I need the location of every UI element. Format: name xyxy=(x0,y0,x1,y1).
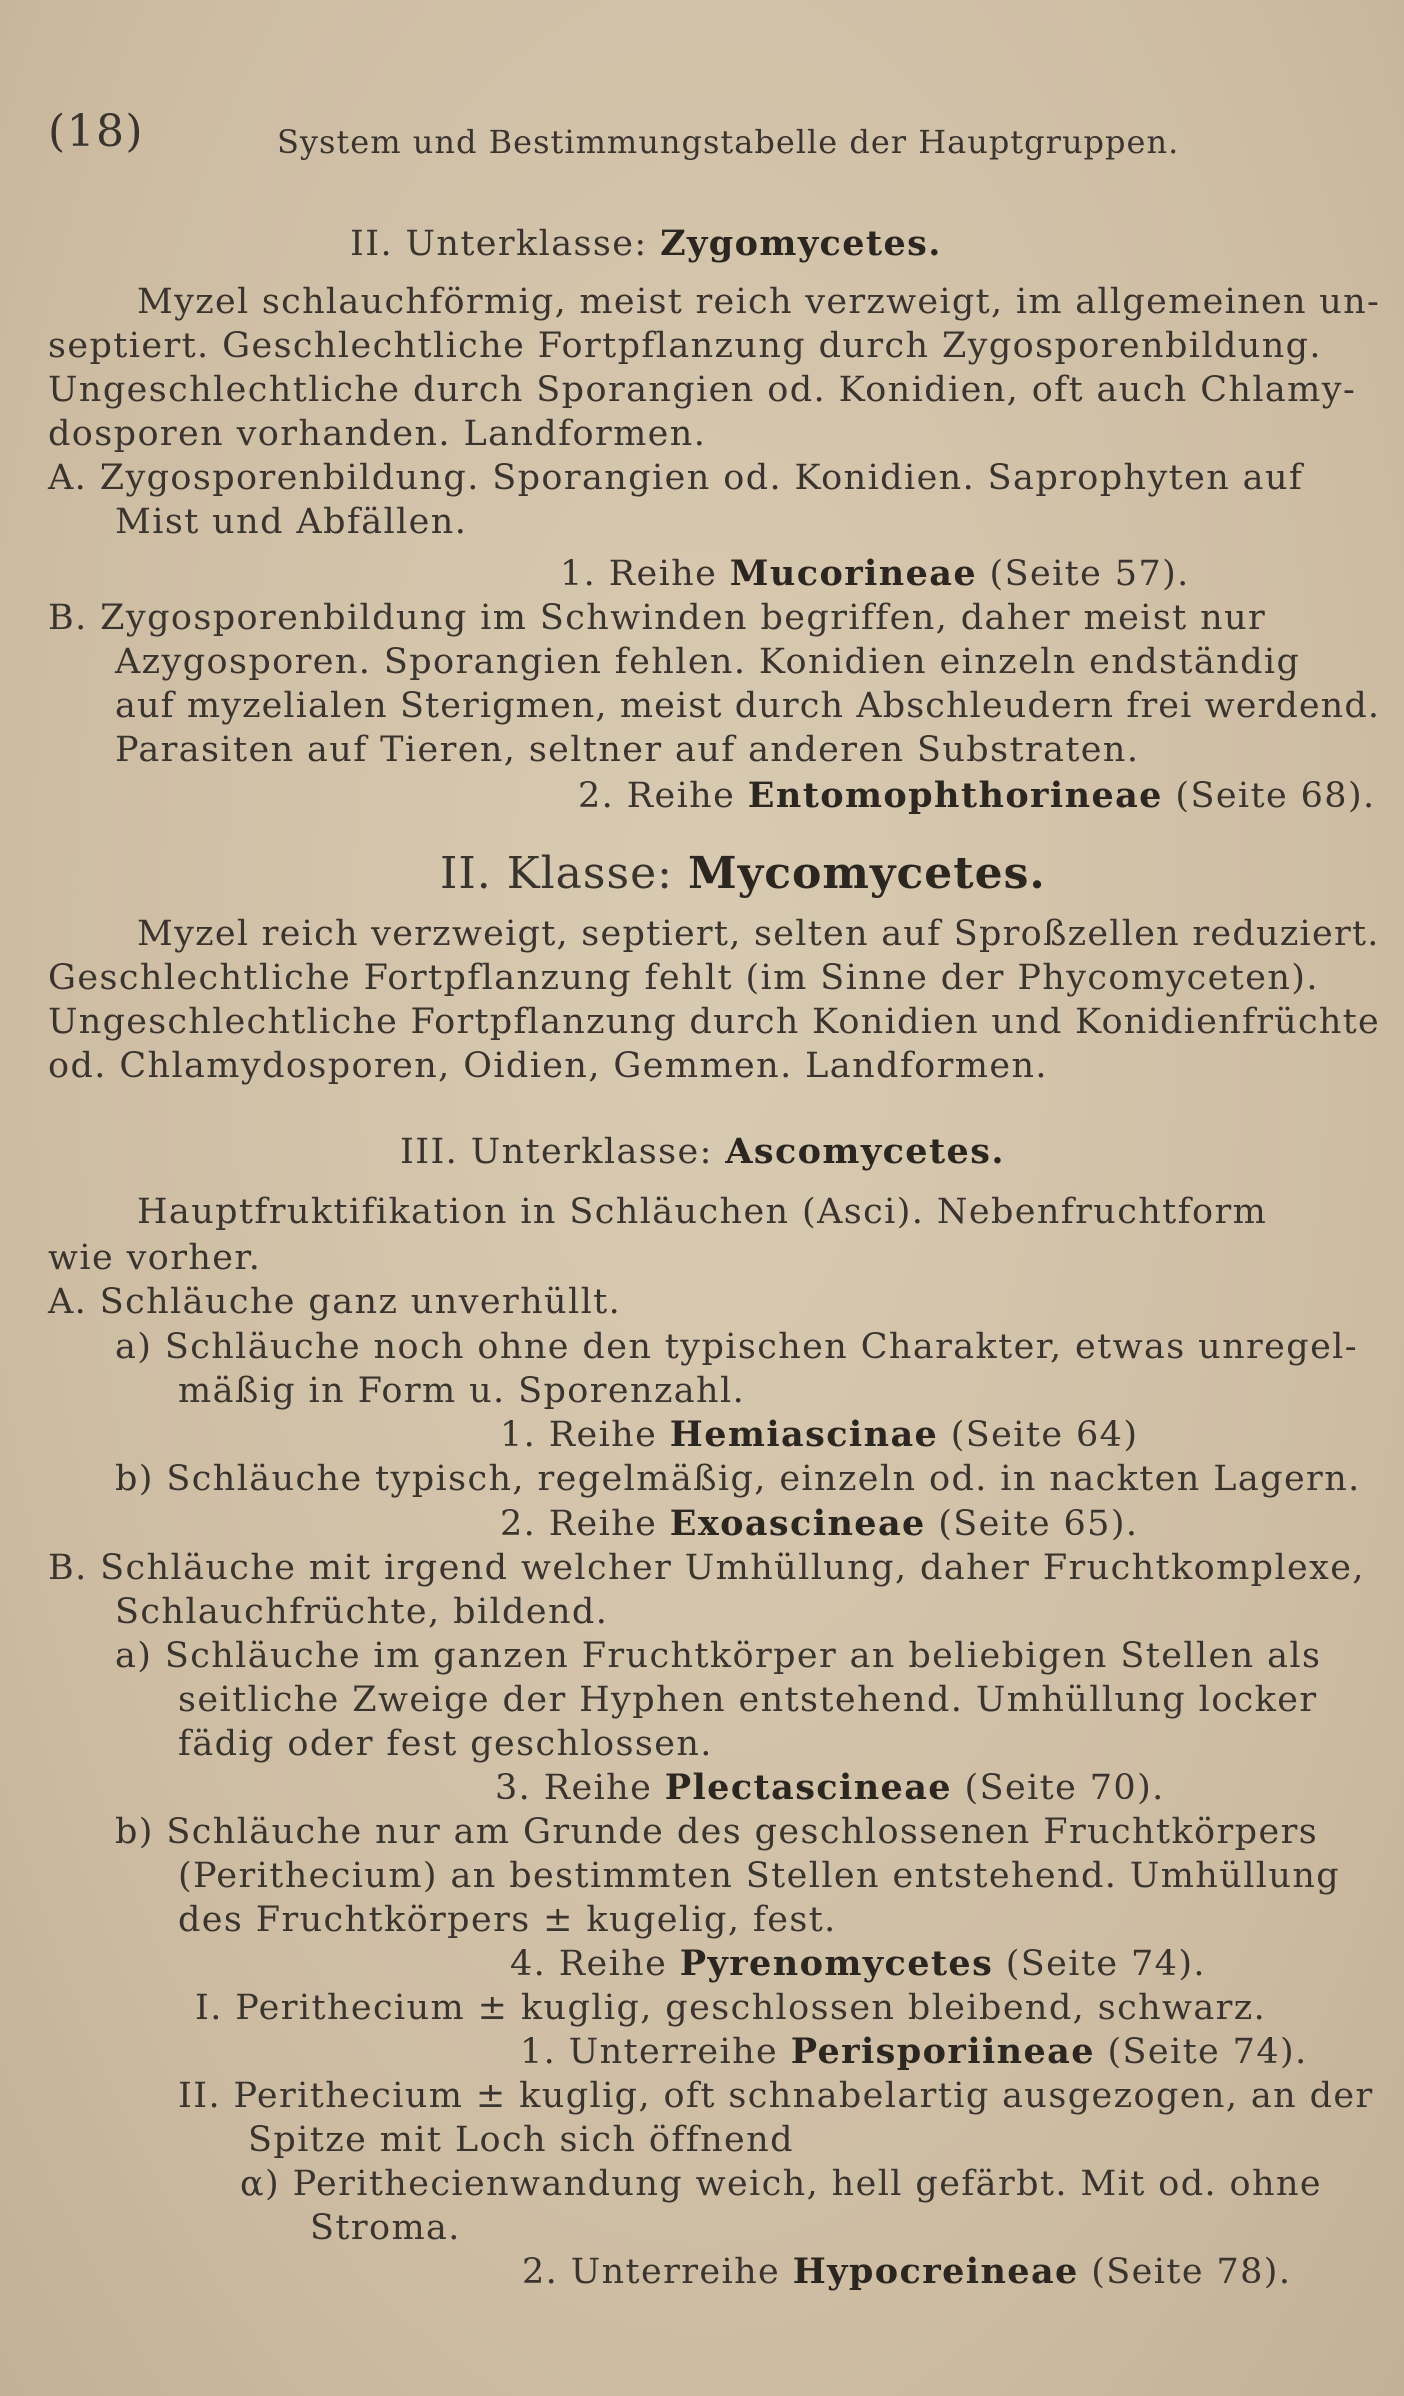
zygo-heading-name: Zygomycetes. xyxy=(660,223,942,264)
asco-reihe-4 xyxy=(510,1942,1206,1986)
myco-desc-line: Myzel reich verzweigt, septiert, selten auf Sproßzellen reduziert. xyxy=(137,914,1380,954)
reihe-label: 1. Reihe xyxy=(500,1415,658,1455)
reihe-page-ref: (Seite 70). xyxy=(964,1768,1165,1808)
asco-Aa-line: mäßig in Form u. Sporenzahl. xyxy=(178,1371,746,1411)
zygo-B-line: Parasiten auf Tieren, seltner auf anderen Substraten. xyxy=(115,730,1140,770)
asco-B-line: B. Schläuche mit irgend welcher Umhüllung, daher Fruchtkomplexe, xyxy=(48,1548,1365,1588)
unterreihe-page-ref: (Seite 78). xyxy=(1091,2252,1292,2292)
asco-Bb-line: des Fruchtkörpers ± kugelig, fest. xyxy=(178,1900,837,1940)
asco-reihe-3 xyxy=(495,1766,1165,1810)
asco-alpha-line: α) Perithecienwandung weich, hell gefärbt. Mit od. ohne xyxy=(240,2164,1323,2204)
asco-reihe-2 xyxy=(500,1502,1138,1546)
unterreihe-label: 2. Unterreihe xyxy=(522,2252,781,2292)
asco-heading-name: Ascomycetes. xyxy=(725,1131,1005,1172)
zygo-B-line: auf myzelialen Sterigmen, meist durch Abschleudern frei werdend. xyxy=(115,686,1381,726)
asco-Aa-line: a) Schläuche noch ohne den typischen Charakter, etwas unregel- xyxy=(115,1327,1358,1367)
unterreihe-name: Hypocreineae xyxy=(792,2251,1079,2292)
asco-heading-prefix: III. Unterklasse: xyxy=(400,1132,713,1172)
reihe-page-ref: (Seite 57). xyxy=(989,554,1190,594)
reihe-name: Hemiascinae xyxy=(669,1414,939,1455)
zygo-desc-line: septiert. Geschlechtliche Fortpflanzung durch Zygosporenbildung. xyxy=(48,326,1322,366)
reihe-label: 2. Reihe xyxy=(500,1504,658,1544)
unterreihe-page-ref: (Seite 74). xyxy=(1107,2032,1308,2072)
reihe-label: 2. Reihe xyxy=(578,776,736,816)
unterreihe-label: 1. Unterreihe xyxy=(520,2032,779,2072)
reihe-label: 4. Reihe xyxy=(510,1944,668,1984)
myco-desc-line: od. Chlamydosporen, Oidien, Gemmen. Landformen. xyxy=(48,1046,1048,1086)
asco-A-line: A. Schläuche ganz unverhüllt. xyxy=(48,1282,622,1322)
reihe-name: Mucorineae xyxy=(729,553,978,594)
asco-desc-line: Hauptfruktifikation in Schläuchen (Asci). Nebenfruchtform xyxy=(137,1192,1268,1232)
myco-desc-line: Geschlechtliche Fortpflanzung fehlt (im Sinne der Phycomyceten). xyxy=(48,958,1319,998)
reihe-label: 3. Reihe xyxy=(495,1768,653,1808)
zygo-desc-line: Ungeschlechtliche durch Sporangien od. Konidien, oft auch Chlamy- xyxy=(48,370,1357,410)
zygo-heading-prefix: II. Unterklasse: xyxy=(350,224,648,264)
myco-heading-prefix: II. Klasse: xyxy=(440,848,673,899)
zygo-heading xyxy=(350,222,942,266)
reihe-name: Pyrenomycetes xyxy=(679,1943,994,1984)
unterreihe-name: Perisporiineae xyxy=(790,2031,1095,2072)
reihe-name: Exoascineae xyxy=(669,1503,926,1544)
asco-alpha-line: Stroma. xyxy=(310,2208,461,2248)
myco-heading-name: Mycomycetes. xyxy=(687,848,1046,899)
reihe-name: Plectascineae xyxy=(664,1767,952,1808)
asco-heading xyxy=(400,1130,1005,1174)
myco-desc-line: Ungeschlechtliche Fortpflanzung durch Konidien und Konidienfrüchte xyxy=(48,1002,1380,1042)
zygo-desc-line: dosporen vorhanden. Landformen. xyxy=(48,414,707,454)
myco-heading xyxy=(440,848,1046,899)
asco-Ba-line: a) Schläuche im ganzen Fruchtkörper an beliebigen Stellen als xyxy=(115,1636,1322,1676)
asco-desc-line: wie vorher. xyxy=(48,1238,262,1278)
reihe-page-ref: (Seite 65). xyxy=(938,1504,1139,1544)
asco-unterreihe-1 xyxy=(520,2030,1308,2074)
zygo-reihe-1 xyxy=(560,552,1190,596)
asco-II-line: Spitze mit Loch sich öffnend xyxy=(248,2120,794,2160)
asco-Ab-line: b) Schläuche typisch, regelmäßig, einzeln od. in nackten Lagern. xyxy=(115,1459,1361,1499)
zygo-A-line: Mist und Abfällen. xyxy=(115,502,468,542)
asco-B-line: Schlauchfrüchte, bildend. xyxy=(115,1592,609,1632)
asco-reihe-1 xyxy=(500,1413,1138,1457)
reihe-name: Entomophthorineae xyxy=(747,775,1163,816)
zygo-A-line: A. Zygosporenbildung. Sporangien od. Konidien. Saprophyten auf xyxy=(48,458,1304,498)
asco-Ba-line: seitliche Zweige der Hyphen entstehend. Umhüllung locker xyxy=(178,1680,1318,1720)
reihe-page-ref: (Seite 74). xyxy=(1005,1944,1206,1984)
reihe-label: 1. Reihe xyxy=(560,554,718,594)
reihe-page-ref: (Seite 68). xyxy=(1175,776,1376,816)
zygo-reihe-2 xyxy=(578,774,1376,818)
asco-Ba-line: fädig oder fest geschlossen. xyxy=(178,1724,713,1764)
zygo-desc-line: Myzel schlauchförmig, meist reich verzweigt, im allgemeinen un- xyxy=(137,282,1381,322)
asco-unterreihe-2 xyxy=(522,2250,1291,2294)
asco-Bb-line: b) Schläuche nur am Grunde des geschlossenen Fruchtkörpers xyxy=(115,1812,1319,1852)
asco-II-line: II. Perithecium ± kuglig, oft schnabelartig ausgezogen, an der xyxy=(178,2076,1374,2116)
zygo-B-line: Azygosporen. Sporangien fehlen. Konidien einzeln endständig xyxy=(115,642,1301,682)
zygo-B-line: B. Zygosporenbildung im Schwinden begriffen, daher meist nur xyxy=(48,598,1267,638)
running-title: System und Bestimmungstabelle der Hauptgruppen. xyxy=(277,123,1180,161)
asco-Bb-line: (Perithecium) an bestimmten Stellen entstehend. Umhüllung xyxy=(178,1856,1341,1896)
page-number: (18) xyxy=(48,106,144,157)
reihe-page-ref: (Seite 64) xyxy=(950,1415,1139,1455)
asco-I-line: I. Perithecium ± kuglig, geschlossen bleibend, schwarz. xyxy=(195,1988,1267,2028)
